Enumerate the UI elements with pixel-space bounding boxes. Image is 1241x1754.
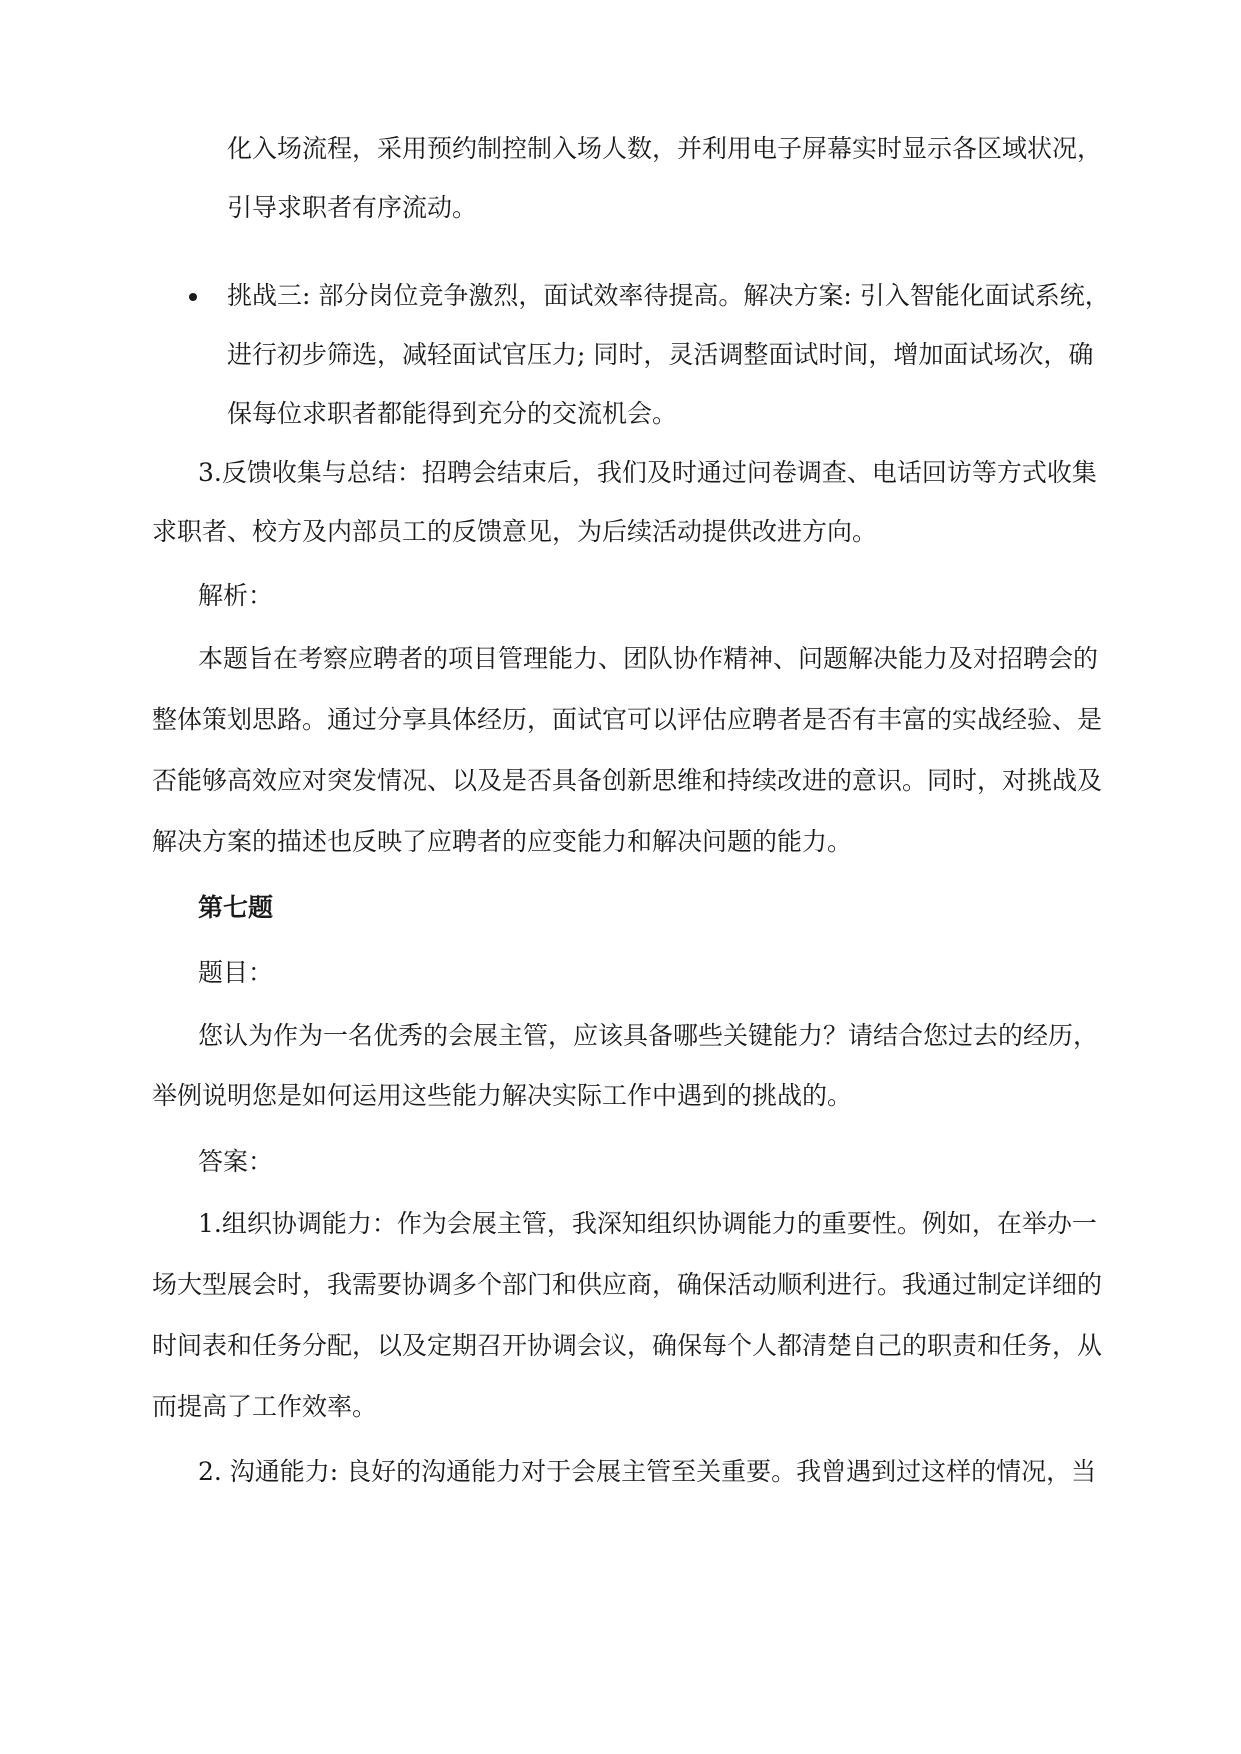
analysis-line-3: 否能够高效应对突发情况、以及是否具备创新思维和持续改进的意识。同时，对挑战及	[152, 766, 1103, 795]
section-title: 第七题	[198, 893, 274, 922]
answer1-line-4: 而提高了工作效率。	[152, 1392, 378, 1421]
analysis-line-2: 整体策划思路。通过分享具体经历，面试官可以评估应聘者是否有丰富的实战经验、是	[152, 705, 1103, 734]
question-line-2: 举例说明您是如何运用这些能力解决实际工作中遇到的挑战的。	[152, 1081, 853, 1110]
answer1-line-3: 时间表和任务分配，以及定期召开协调会议，确保每个人都清楚自己的职责和任务，从	[152, 1331, 1103, 1360]
answer1-line-2: 场大型展会时，我需要协调多个部门和供应商，确保活动顺利进行。我通过制定详细的	[152, 1270, 1103, 1299]
question-line-1: 您认为作为一名优秀的会展主管，应该具备哪些关键能力？请结合您过去的经历，	[198, 1021, 1099, 1050]
challenge3-line-1: 挑战三: 部分岗位竞争激烈，面试效率待提高。解决方案: 引入智能化面试系统，	[227, 281, 1110, 310]
analysis-line-4: 解决方案的描述也反映了应聘者的应变能力和解决问题的能力。	[152, 827, 853, 856]
feedback-line-1: 3.反馈收集与总结：招聘会结束后，我们及时通过问卷调查、电话回访等方式收集	[198, 458, 1097, 487]
question-label: 题目：	[198, 958, 274, 987]
analysis-line-1: 本题旨在考察应聘者的项目管理能力、团队协作精神、问题解决能力及对招聘会的	[198, 644, 1099, 673]
challenge3-line-2: 进行初步筛选，减轻面试官压力; 同时，灵活调整面试时间，增加面试场次，确	[227, 340, 1094, 369]
bullet-continuation-line-2: 引导求职者有序流动。	[227, 193, 478, 222]
answer-label: 答案：	[198, 1147, 274, 1176]
bullet-continuation-line-1: 化入场流程，采用预约制控制入场人数，并利用电子屏幕实时显示各区域状况，	[227, 134, 1103, 163]
answer2-line-1: 2. 沟通能力: 良好的沟通能力对于会展主管至关重要。我曾遇到过这样的情况，当	[198, 1457, 1097, 1486]
challenge3-line-3: 保每位求职者都能得到充分的交流机会。	[227, 399, 678, 428]
answer1-line-1: 1.组织协调能力：作为会展主管，我深知组织协调能力的重要性。例如，在举办一	[198, 1209, 1097, 1238]
feedback-line-2: 求职者、校方及内部员工的反馈意见，为后续活动提供改进方向。	[152, 517, 878, 546]
analysis-label: 解析：	[198, 581, 274, 610]
bullet-icon	[189, 293, 197, 301]
